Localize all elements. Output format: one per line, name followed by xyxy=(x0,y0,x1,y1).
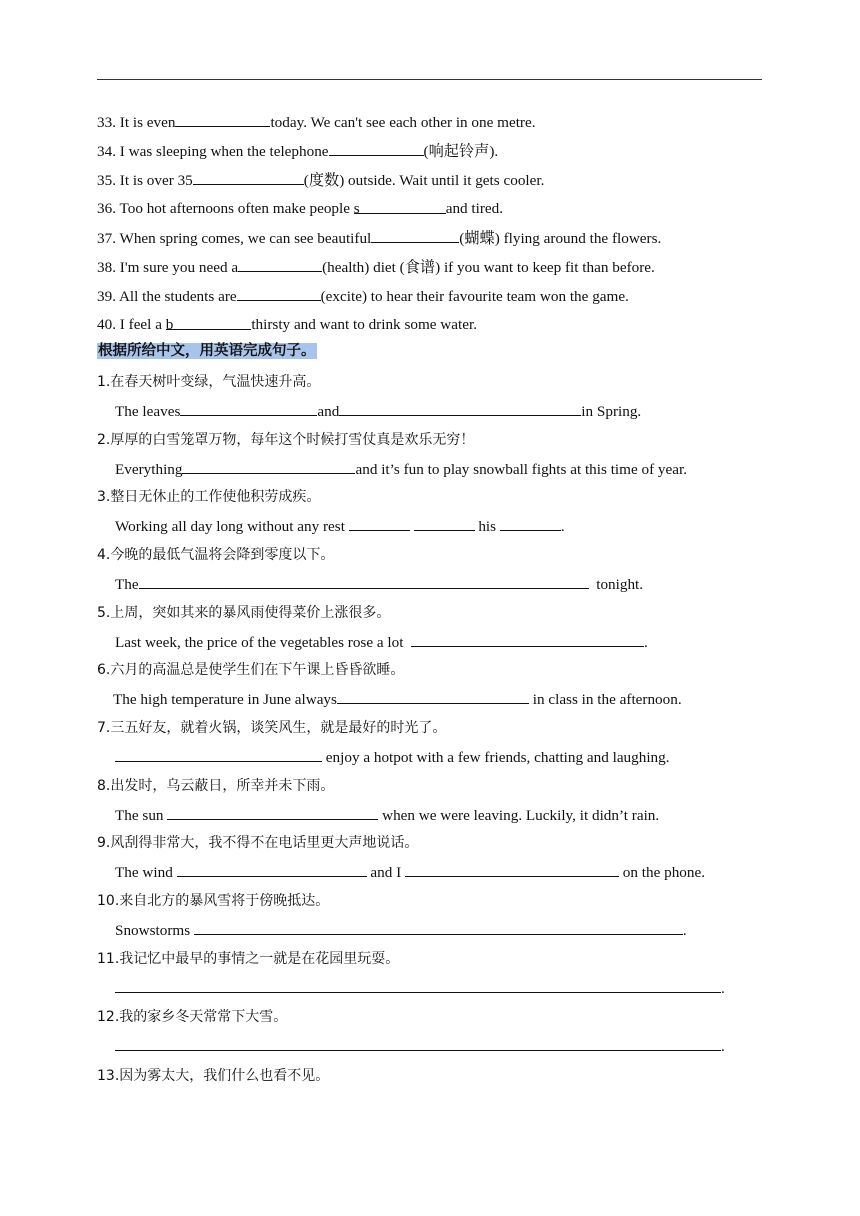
question-37: 37. When spring comes, we can see beautiful (蝴蝶) flying around the flowers. xyxy=(97,227,661,249)
answer-blank[interactable] xyxy=(500,515,561,531)
answer-blank[interactable] xyxy=(177,861,367,877)
answer-blank[interactable] xyxy=(139,573,589,589)
translate-12-answer: . xyxy=(115,1035,725,1057)
translate-2-answer: Everything and it’s fun to play snowball fights at this time of year. xyxy=(115,458,687,480)
answer-blank[interactable] xyxy=(115,1035,721,1051)
question-39: 39. All the students are (excite) to hear their favourite team won the game. xyxy=(97,285,629,307)
question-35: 35. It is over 35 (度数) outside. Wait until it gets cooler. xyxy=(97,169,544,191)
answer-blank[interactable] xyxy=(238,256,322,272)
answer-blank[interactable]: s xyxy=(354,198,446,214)
translate-5-answer: Last week, the price of the vegetables rose a lot . xyxy=(115,631,648,653)
section-heading: 根据所给中文，用英语完成句子。 xyxy=(98,343,316,359)
answer-blank[interactable] xyxy=(115,746,322,762)
answer-blank[interactable] xyxy=(371,227,459,243)
question-36: 36. Too hot afternoons often make people s and tired. xyxy=(97,200,504,217)
translate-3-answer: Working all day long without any rest his . xyxy=(115,515,565,537)
answer-blank[interactable] xyxy=(237,285,321,301)
translate-11-prompt: 11.我记忆中最早的事情之一就是在花园里玩耍。 xyxy=(97,951,400,967)
answer-blank[interactable] xyxy=(175,111,270,127)
translate-1-answer: The leaves and in Spring. xyxy=(115,400,641,422)
answer-blank[interactable] xyxy=(167,804,378,820)
answer-blank[interactable] xyxy=(194,919,683,935)
answer-blank[interactable] xyxy=(337,688,529,704)
question-34: 34. I was sleeping when the telephone (响起铃声). xyxy=(97,140,498,162)
translate-7-prompt: 7.三五好友，就着火锅，谈笑风生，就是最好的时光了。 xyxy=(97,720,447,736)
translate-3-prompt: 3.整日无休止的工作使他积劳成疾。 xyxy=(97,489,321,505)
translate-7-answer: enjoy a hotpot with a few friends, chatting and laughing. xyxy=(115,746,670,768)
translate-11-answer: . xyxy=(115,977,725,999)
translate-6-prompt: 6.六月的高温总是使学生们在下午课上昏昏欲睡。 xyxy=(97,662,405,678)
answer-blank[interactable] xyxy=(193,169,304,185)
answer-blank[interactable] xyxy=(329,140,424,156)
translate-4-answer: The tonight. xyxy=(115,573,643,595)
answer-blank[interactable] xyxy=(182,458,355,474)
question-33: 33. It is even today. We can't see each other in one metre. xyxy=(97,111,536,133)
translate-8-answer: The sun when we were leaving. Luckily, it didn’t rain. xyxy=(115,804,659,826)
translate-9-answer: The wind and I on the phone. xyxy=(115,861,705,883)
translate-10-answer: Snowstorms . xyxy=(115,919,687,941)
answer-blank[interactable] xyxy=(180,400,317,416)
translate-8-prompt: 8.出发时，乌云蔽日，所幸并未下雨。 xyxy=(97,778,335,794)
question-38: 38. I'm sure you need a (health) diet (食谱) if you want to keep fit than before. xyxy=(97,256,655,278)
answer-blank[interactable] xyxy=(339,400,581,416)
answer-blank[interactable] xyxy=(411,631,644,647)
answer-blank[interactable] xyxy=(405,861,619,877)
answer-blank[interactable]: b xyxy=(166,314,252,330)
translate-13-prompt: 13.因为雾太大，我们什么也看不见。 xyxy=(97,1068,330,1084)
translate-10-prompt: 10.来自北方的暴风雪将于傍晚抵达。 xyxy=(97,893,330,909)
translate-6-answer: The high temperature in June always in class in the afternoon. xyxy=(113,688,682,710)
answer-blank[interactable] xyxy=(414,515,475,531)
translate-5-prompt: 5.上周，突如其来的暴风雨使得菜价上涨很多。 xyxy=(97,605,391,621)
translate-12-prompt: 12.我的家乡冬天常常下大雪。 xyxy=(97,1009,288,1025)
answer-blank[interactable] xyxy=(349,515,410,531)
answer-blank[interactable] xyxy=(115,977,721,993)
translate-1-prompt: 1.在春天树叶变绿，气温快速升高。 xyxy=(97,374,321,390)
translate-4-prompt: 4.今晚的最低气温将会降到零度以下。 xyxy=(97,547,335,563)
header-rule xyxy=(97,79,762,80)
translate-2-prompt: 2.厚厚的白雪笼罩万物，每年这个时候打雪仗真是欢乐无穷！ xyxy=(97,432,475,448)
translate-9-prompt: 9.风刮得非常大，我不得不在电话里更大声地说话。 xyxy=(97,835,419,851)
question-40: 40. I feel a b thirsty and want to drink some water. xyxy=(97,316,477,333)
